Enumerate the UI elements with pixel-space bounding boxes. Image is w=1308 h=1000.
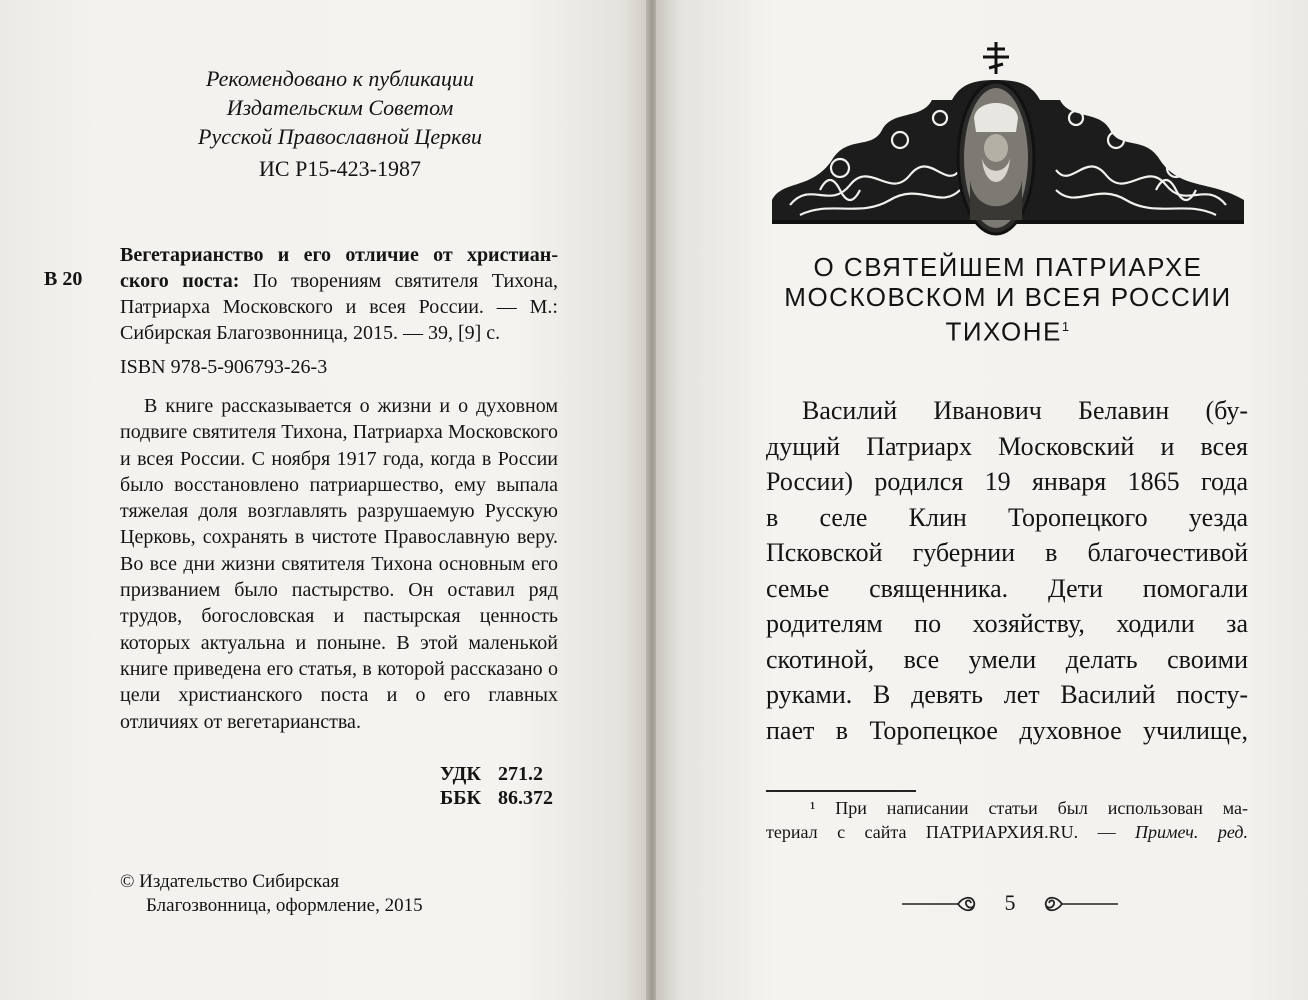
copyright-line-1: © Издательство Сибирская xyxy=(120,871,340,892)
body-line: пает в Торопецкое духовное училище, xyxy=(766,715,1248,745)
imprint-line-2: Издательским Советом xyxy=(226,95,454,120)
headpiece-ornament xyxy=(770,40,1246,240)
annotation xyxy=(120,393,558,735)
bibliographic-record xyxy=(120,242,558,346)
footnote-line-2 xyxy=(766,820,1248,844)
heading-line-3 xyxy=(760,312,1256,347)
heading-line-1: О СВЯТЕЙШЕМ ПАТРИАРХЕ xyxy=(813,252,1203,282)
footnote-divider xyxy=(766,790,916,792)
chapter-body xyxy=(766,393,1248,748)
body-line: семье священника. Дети помогали xyxy=(766,573,1248,603)
imprint-line-3: Русской Православной Церкви xyxy=(198,124,482,149)
bbk-value: 86.372 xyxy=(498,787,553,809)
council-code: ИС Р15-423-1987 xyxy=(259,156,421,181)
heading-line-2: МОСКОВСКОМ И ВСЕЯ РОССИИ xyxy=(784,282,1232,312)
body-line: Псковской губернии в благочестивой xyxy=(766,538,1248,567)
right-flourish-icon xyxy=(1040,894,1120,914)
publication-recommendation xyxy=(140,64,540,183)
bbk-label: ББК xyxy=(440,787,481,809)
body-line: родителям по хозяйству, ходили за xyxy=(766,609,1248,638)
page-number: 5 xyxy=(1004,890,1016,915)
body-line: дущий Патриарх Московский и всея xyxy=(766,431,1248,461)
left-flourish-icon xyxy=(900,894,980,914)
footnote xyxy=(766,796,1248,844)
isbn: ISBN 978-5-906793-26-3 xyxy=(120,356,328,378)
udk-label: УДК xyxy=(440,763,481,785)
copyright-line-2: Благозвонница, оформление, 2015 xyxy=(146,895,423,916)
heading-line-3-text: ТИХОНЕ xyxy=(945,316,1062,347)
copyright-notice xyxy=(120,870,560,918)
footnote-line-1: ¹ При написании статьи был использован ма- xyxy=(810,798,1248,818)
cross-icon xyxy=(983,42,1009,74)
left-page xyxy=(0,0,648,1000)
footnote-source: териал с сайта ПАТРИАРХИЯ.RU. — xyxy=(766,822,1136,842)
body-line: России) родился 19 января 1865 года xyxy=(766,467,1248,496)
imprint-line-1: Рекомендовано к публикации xyxy=(205,66,475,91)
page-number-block xyxy=(900,890,1120,920)
body-line: скотиной, все умели делать своими xyxy=(766,644,1248,674)
annotation-text: В книге рассказывается о жизни и о духовном подвиге святителя Тихона, Патриарха Московского и всея России. С ноября 1917 года, когда в России было восстановлено патриаршество, ему выпала тяжелая доля возглавлять разрушаемую Русскую Церковь, сохранять в чистоте Православную веру. Во все дни жизни святителя Тихона основным его призванием было пастырство. Он оставил ряд трудов, богословская и пастырская ценность которых актуальна и поныне. В этой маленькой книге приведена его статья, в которой рассказано о цели христианского поста и о его главных отличиях от вегетарианства. xyxy=(120,395,558,733)
udk-row xyxy=(440,762,553,786)
udk-value: 271.2 xyxy=(498,763,543,785)
chapter-heading xyxy=(760,252,1256,347)
body-line: руками. В девять лет Василий посту- xyxy=(766,680,1248,709)
classification-codes xyxy=(440,762,553,810)
bbk-row xyxy=(440,786,553,810)
body-line: Василий Иванович Белавин (бу- xyxy=(802,396,1248,425)
library-sigla: В 20 xyxy=(44,268,83,290)
body-line: в селе Клин Торопецкого уезда xyxy=(766,502,1248,532)
book-imprint-details: По творениям святителя Тихона, Патриарха Московского и всея России. — М.: Сибирская Благозвонница, 2015. — 39, [9] с. xyxy=(120,270,558,344)
book-title: Вегетарианство и его отличие от христиан-ского поста: xyxy=(120,244,558,292)
editor-note: Примеч. ред. xyxy=(1135,822,1248,842)
footnote-mark: 1 xyxy=(1061,319,1071,334)
